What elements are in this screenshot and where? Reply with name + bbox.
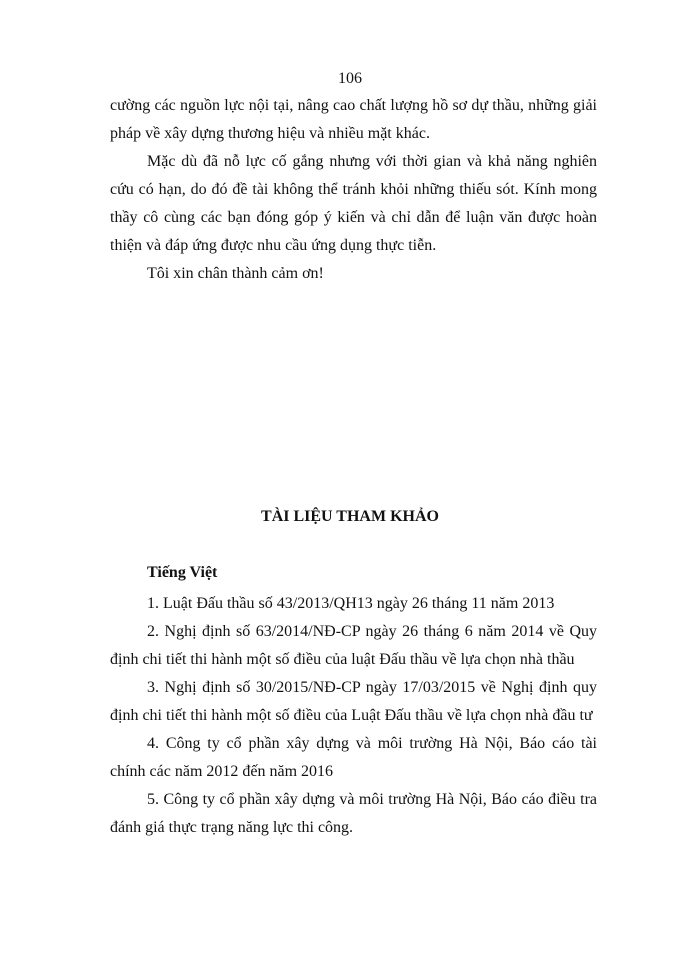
reference-item-1: 1. Luật Đấu thầu số 43/2013/QH13 ngày 26 tháng 11 năm 2013 bbox=[147, 595, 555, 612]
references-section-label: Tiếng Việt bbox=[147, 564, 218, 581]
reference-item-3: 3. Nghị định số 30/2015/NĐ-CP ngày 17/03/2015 về Nghị định quy định chi tiết thi hành một số điều của Luật Đấu thầu về lựa chọn nhà đầu tư bbox=[110, 679, 597, 724]
reference-item-2: 2. Nghị định số 63/2014/NĐ-CP ngày 26 tháng 6 năm 2014 về Quy định chi tiết thi hành một số điều của luật Đấu thầu về lựa chọn nhà thầu bbox=[110, 623, 597, 668]
conclusion-section bbox=[110, 92, 597, 288]
references-list bbox=[110, 590, 597, 842]
conclusion-paragraph-1: cường các nguồn lực nội tại, nâng cao chất lượng hồ sơ dự thầu, những giải pháp về xây dựng thương hiệu và nhiều mặt khác. bbox=[110, 97, 597, 142]
conclusion-paragraph-3: Tôi xin chân thành cảm ơn! bbox=[147, 265, 324, 282]
reference-item-4: 4. Công ty cổ phần xây dựng và môi trường Hà Nội, Báo cáo tài chính các năm 2012 đến năm 2016 bbox=[110, 735, 597, 780]
page-number: 106 bbox=[338, 70, 362, 87]
references-title: TÀI LIỆU THAM KHẢO bbox=[261, 508, 439, 525]
conclusion-paragraph-2: Mặc dù đã nỗ lực cố gắng nhưng với thời gian và khả năng nghiên cứu có hạn, do đó đề tài không thể tránh khỏi những thiếu sót. Kính mong thầy cô cùng các bạn đóng góp ý kiến và chỉ dẫn để luận văn được hoàn thiện và đáp ứng được nhu cầu ứng dụng thực tiễn. bbox=[110, 153, 597, 254]
reference-item-5: 5. Công ty cổ phần xây dựng và môi trường Hà Nội, Báo cáo điều tra đánh giá thực trạng năng lực thi công. bbox=[110, 791, 597, 836]
